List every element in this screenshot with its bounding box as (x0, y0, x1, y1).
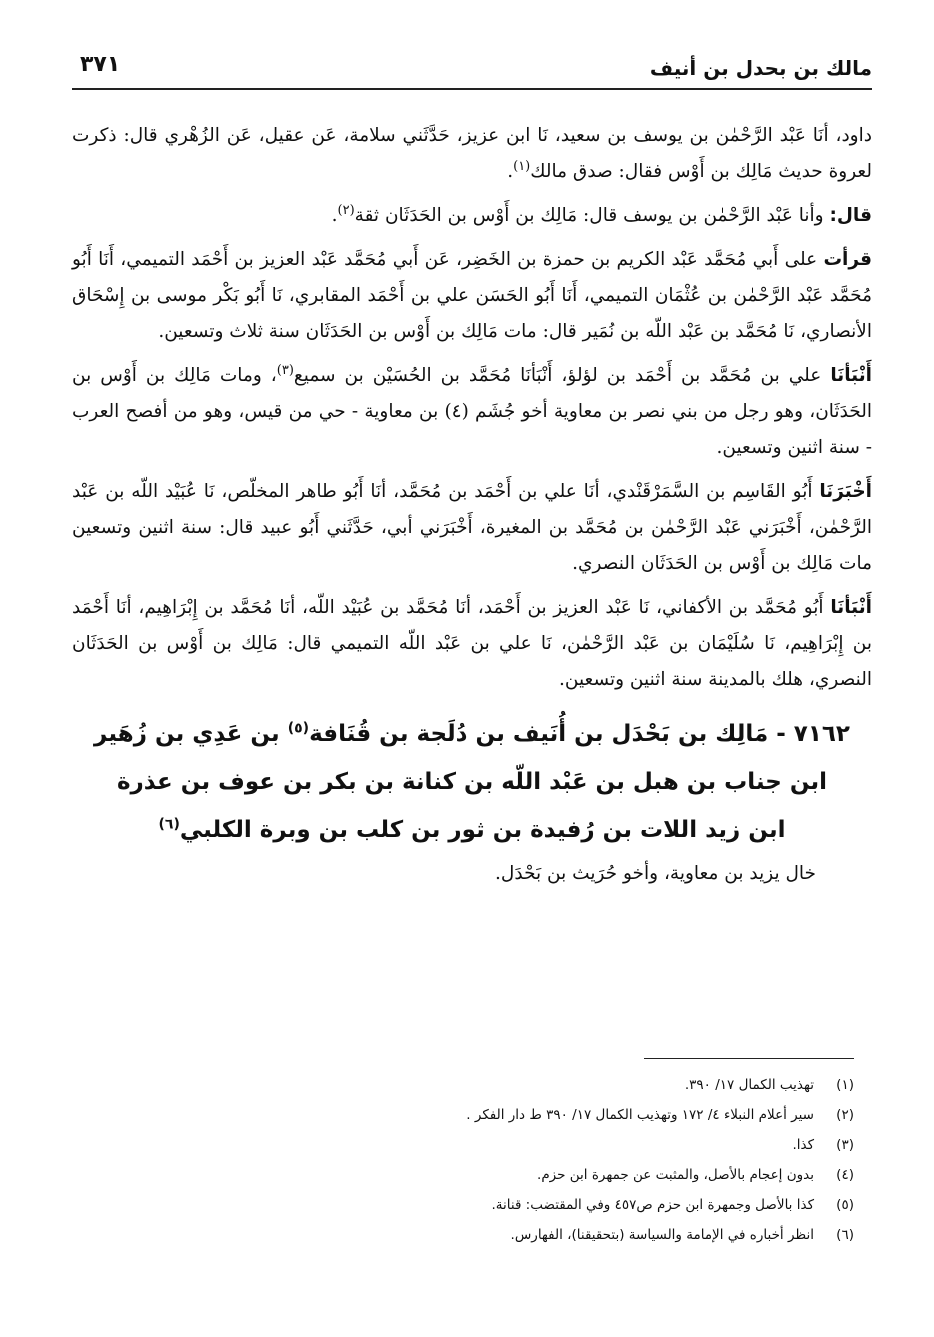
footnote (120, 1070, 854, 1100)
paragraph-tail: . (507, 161, 514, 182)
entry-heading (72, 710, 872, 854)
footnote-ref: (١) (513, 158, 531, 174)
paragraph-text: وأنا عَبْد الرَّحْمٰن بن يوسف قال: مَالِك بن أَوْس بن الحَدَثَان ثقة (354, 205, 830, 226)
paragraph (72, 118, 872, 190)
footnote-number: (٣) (836, 1137, 854, 1153)
entry-heading-text: ابن زيد اللات بن رُفيدة بن ثور بن كلب بن وبرة الكلبي (179, 817, 786, 843)
paragraph-tail: ، ومات مَالِك بن أَوْس بن الحَدَثَان، وهو رجل من بني نصر بن معاوية أخو جُشَم (٤) بن معاوية - حي من قيس، وهو من أفصح العرب - سنة اثنين وتسعين. (72, 365, 872, 458)
footnote-number: (٥) (836, 1197, 854, 1213)
paragraph (72, 474, 872, 582)
entry-heading-line: ابن جناب بن هبل بن عَبْد اللّه بن كنانة بن بكر بن عوف بن عذرة (116, 769, 828, 795)
footnote-text: سير أعلام النبلاء ٤/ ١٧٢ وتهذيب الكمال ١٧/ ٣٩٠ ط دار الفكر . (466, 1107, 814, 1123)
paragraph (72, 242, 872, 350)
footnote-separator (644, 1058, 854, 1059)
footnotes (120, 1070, 854, 1250)
footnote (120, 1160, 854, 1190)
footnote-text: كذا. (792, 1137, 814, 1153)
paragraph-text: علي بن مُحَمَّد بن أَحْمَد بن لؤلؤ، أَنْبَأنَا مُحَمَّد بن الحُسَيْن بن سميع (293, 365, 831, 386)
footnote-text: بدون إعجام بالأصل، والمثبت عن جمهرة ابن حزم. (537, 1167, 814, 1183)
paragraph-text: داود، أنَا عَبْد الرَّحْمٰن بن يوسف بن سعيد، نَا ابن عزيز، حَدَّثَني سلامة، عَن عقيل، عَن الزُهْري قال: ذكرت لعروة حديث مَالِك بن أَوْس فقال: صدق مالك (72, 125, 872, 182)
page-header (72, 54, 872, 90)
paragraph-text: أَبُو مُحَمَّد بن الأكفاني، نَا عَبْد العزيز بن أَحْمَد، أنَا مُحَمَّد بن عُبَيْد اللّه، أنَا مُحَمَّد بن إِبْرَاهِيم، أنَا أَحْمَد بن إِبْرَاهِيم، نَا سُلَيْمَان بن عَبْد الرَّحْمٰن، نَا علي بن عَبْد اللّه التميمي قال: مَالِك بن أَوْس بن الحَدَثَان النصري، هلك بالمدينة سنة اثنين وتسعين. (72, 597, 872, 690)
entry-heading-line (72, 710, 872, 758)
paragraph-lead: قال: (829, 205, 872, 226)
entry-heading-text: ٧١٦٢ - مَالِك بن بَحْدَل بن أُنَيف بن دُلَجة بن قُنَافة (309, 721, 850, 747)
footnote-ref: (٣) (276, 362, 294, 378)
paragraph-lead: قرأت (823, 249, 872, 270)
footnote-number: (٤) (836, 1167, 854, 1183)
paragraph-lead: أَخْبَرَنَا (819, 481, 872, 502)
footnote-text: كذا بالأصل وجمهرة ابن حزم ص٤٥٧ وفي المقتضب: قنانة. (491, 1197, 814, 1213)
footnote-number: (١) (836, 1077, 854, 1093)
paragraph-text: على أَبي مُحَمَّد عَبْد الكريم بن حمزة بن الخَضِر، عَن أَبي مُحَمَّد عَبْد العزيز بن أَحْمَد التميمي، أَنَا أَبُو مُحَمَّد عَبْد الرَّحْمٰن بن عُثْمَان التميمي، أَنَا أَبُو الحَسَن علي بن أَحْمَد المقابري، نَا أَبُو بَكْر موسى بن إِسْحَاق الأنصاري، نَا مُحَمَّد بن عَبْد اللّه بن نُمَير قال: مات مَالِك بن أَوْس بن الحَدَثَان سنة ثلاث وتسعين. (72, 249, 872, 342)
footnote (120, 1190, 854, 1220)
running-title: مالك بن بحدل بن أنيف (649, 56, 872, 80)
paragraph (72, 590, 872, 698)
footnote (120, 1130, 854, 1160)
paragraph (72, 358, 872, 466)
footnote-number: (٢) (836, 1107, 854, 1123)
paragraph-tail: . (331, 205, 338, 226)
footnote (120, 1100, 854, 1130)
paragraph-text: أَبُو القَاسِم بن السَّمَرْقَنْدي، أنَا علي بن أَحْمَد بن مُحَمَّد، أنَا أَبُو طاهر المخلّص، نَا عُبَيْد اللّه بن عَبْد الرَّحْمٰن، أَخْبَرَني عَبْد الرَّحْمٰن بن مُحَمَّد بن المغيرة، أَخْبَرَني أبي، حَدَّثَني أَبُو عبيد قال: سنة اثنين وتسعين مات مَالِك بن أَوْس بن الحَدَثَان النصري. (72, 481, 872, 574)
footnote-ref: (٢) (337, 202, 355, 218)
entry-heading-text: بن عَدِي بن زُهَير (94, 721, 288, 747)
entry-heading-line (72, 806, 872, 854)
paragraph-lead: أَنْبَأنَا (830, 597, 872, 618)
footnote-text: تهذيب الكمال ١٧/ ٣٩٠. (684, 1077, 814, 1093)
page-number: ٣٧١ (80, 52, 121, 77)
entry-description: خال يزيد بن معاوية، وأخو حُرَيث بن بَحْدَل. (495, 863, 816, 884)
footnote-number: (٦) (836, 1227, 854, 1243)
footnote (120, 1220, 854, 1250)
footnote-ref: (٦) (158, 816, 180, 833)
main-text (72, 118, 872, 892)
footnote-text: انظر أخباره في الإمامة والسياسة (بتحقيقنا)، الفهارس. (510, 1227, 814, 1243)
paragraph-lead: أَنْبَأنَا (830, 365, 872, 386)
paragraph (72, 198, 872, 234)
footnote-ref: (٥) (287, 720, 310, 737)
